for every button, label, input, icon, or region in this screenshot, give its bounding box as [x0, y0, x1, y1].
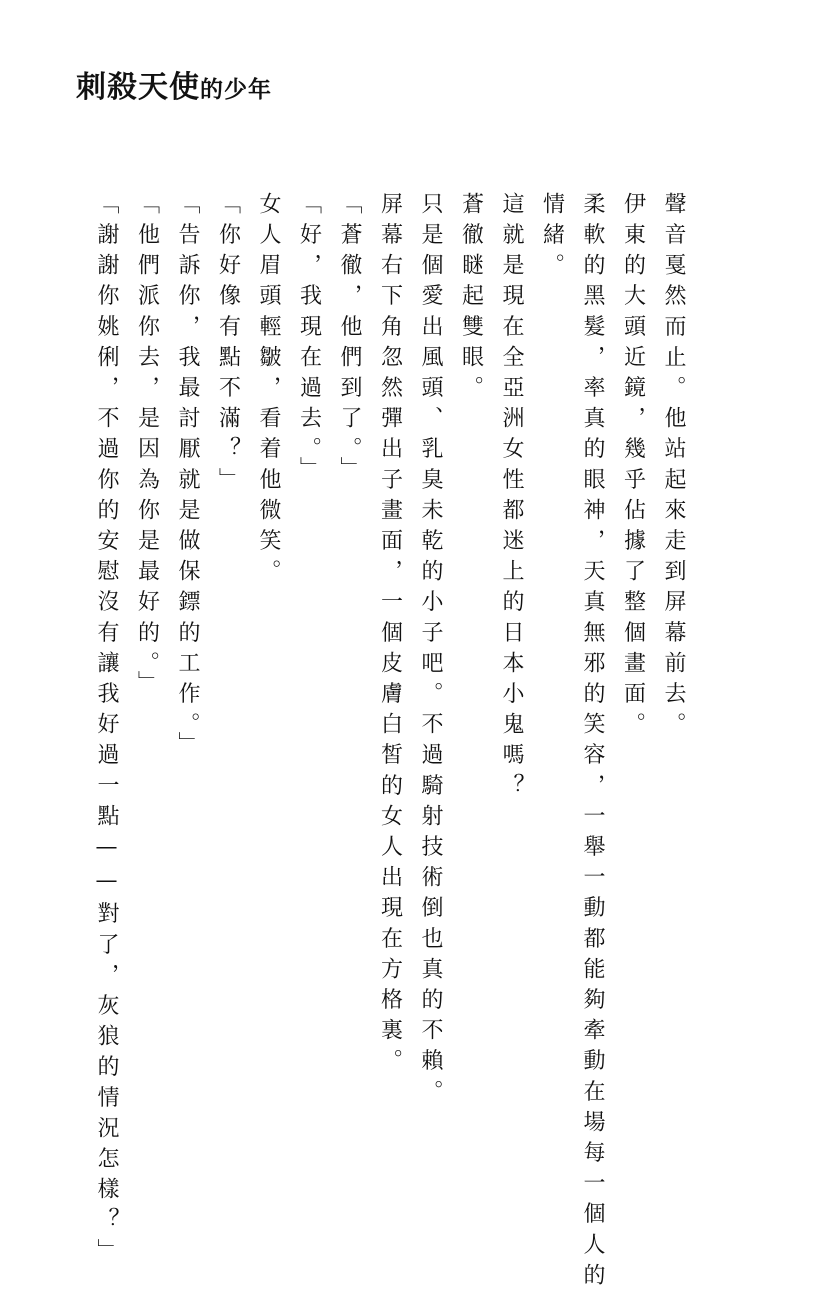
text-line-12: 「你好像有點不滿？」 — [215, 192, 241, 498]
book-title-tail: 的少年 — [200, 76, 272, 103]
text-line-7: 只是個愛出風頭、乳臭未乾的小子吧。不過騎射技術倒也真的不賴。 — [418, 192, 443, 1110]
text-line-6: 蒼徹瞇起雙眼。 — [458, 192, 484, 407]
text-line-4: 情緒。 — [539, 192, 565, 284]
vertical-text-body — [86, 192, 694, 1294]
text-line-1: 聲音戛然而止。他站起來走到屏幕前去。 — [661, 192, 686, 743]
text-line-15: 「謝謝你姚俐，不過你的安慰沒有讓我好過一點——對了，灰狼的情況怎樣？」 — [94, 192, 119, 1269]
text-line-11: 女人眉頭輕皺，看着他微笑。 — [256, 192, 281, 590]
text-line-14: 「他們派你去，是因為你是最好的。」 — [134, 192, 160, 702]
running-header — [76, 62, 272, 106]
text-line-2: 伊東的大頭近鏡，幾乎佔據了整個畫面。 — [620, 192, 646, 743]
book-title-main: 刺殺天使 — [76, 70, 200, 105]
text-line-5: 這就是現在全亞洲女性都迷上的日本小鬼嗎？ — [499, 192, 524, 804]
text-line-13: 「告訴你，我最討厭就是做保鏢的工作。」 — [175, 192, 200, 763]
text-line-9: 「蒼徹，他們到了。」 — [337, 192, 362, 487]
text-line-10: 「好，我現在過去。」 — [296, 192, 322, 487]
text-line-8: 屏幕右下角忽然彈出子畫面，一個皮膚白皙的女人出現在方格裏。 — [377, 192, 403, 1080]
text-line-3: 柔軟的黑髮，率真的眼神，天真無邪的笑容，一舉一動都能夠牽動在場每一個人的 — [580, 192, 605, 1294]
